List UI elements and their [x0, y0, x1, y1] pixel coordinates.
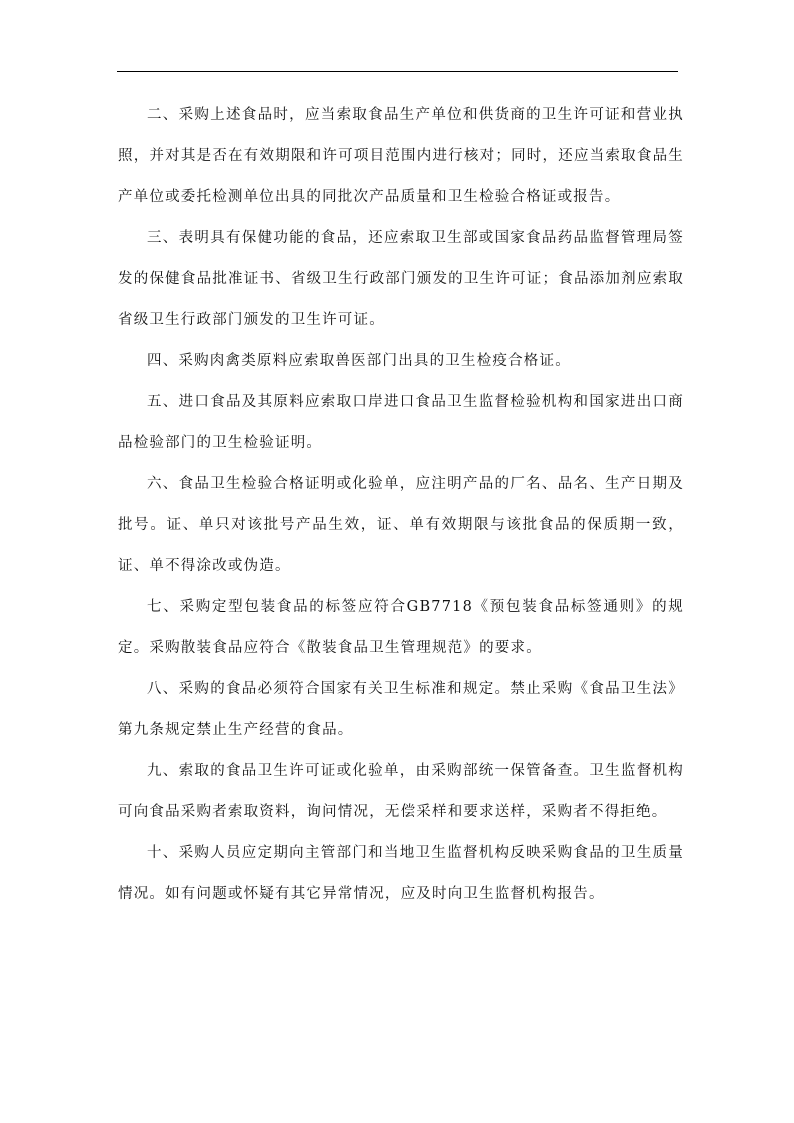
- paragraph-10: 十、采购人员应定期向主管部门和当地卫生监督机构反映采购食品的卫生质量情况。如有问题或怀疑有其它异常情况，应及时向卫生监督机构报告。: [118, 845, 684, 902]
- paragraph-4: 四、采购肉禽类原料应索取兽医部门出具的卫生检疫合格证。: [147, 353, 571, 369]
- paragraph-7: 七、采购定型包装食品的标签应符合GB7718《预包装食品标签通则》的规定。采购散装食品应符合《散装食品卫生管理规范》的要求。: [118, 599, 684, 656]
- paragraph-5: 五、进口食品及其原料应索取口岸进口食品卫生监督检验机构和国家进出口商品检验部门的卫生检验证明。: [118, 394, 684, 451]
- paragraph-3: 三、表明具有保健功能的食品，还应索取卫生部或国家食品药品监督管理局签发的保健食品批准证书、省级卫生行政部门颁发的卫生许可证；食品添加剂应索取省级卫生行政部门颁发的卫生许可证。: [118, 230, 684, 328]
- header-rule: [117, 71, 678, 72]
- paragraph-2: 二、采购上述食品时，应当索取食品生产单位和供货商的卫生许可证和营业执照，并对其是否在有效期限和许可项目范围内进行核对；同时，还应当索取食品生产单位或委托检测单位出具的同批次产品质量和卫生检验合格证或报告。: [118, 107, 684, 205]
- document-body: [118, 95, 684, 915]
- paragraph-9: 九、索取的食品卫生许可证或化验单，由采购部统一保管备查。卫生监督机构可向食品采购者索取资料，询问情况，无偿采样和要求送样，采购者不得拒绝。: [118, 763, 684, 820]
- paragraph-6: 六、食品卫生检验合格证明或化验单，应注明产品的厂名、品名、生产日期及批号。证、单只对该批号产品生效，证、单有效期限与该批食品的保质期一致，证、单不得涂改或伪造。: [118, 476, 684, 574]
- paragraph-8: 八、采购的食品必须符合国家有关卫生标准和规定。禁止采购《食品卫生法》第九条规定禁止生产经营的食品。: [118, 681, 684, 738]
